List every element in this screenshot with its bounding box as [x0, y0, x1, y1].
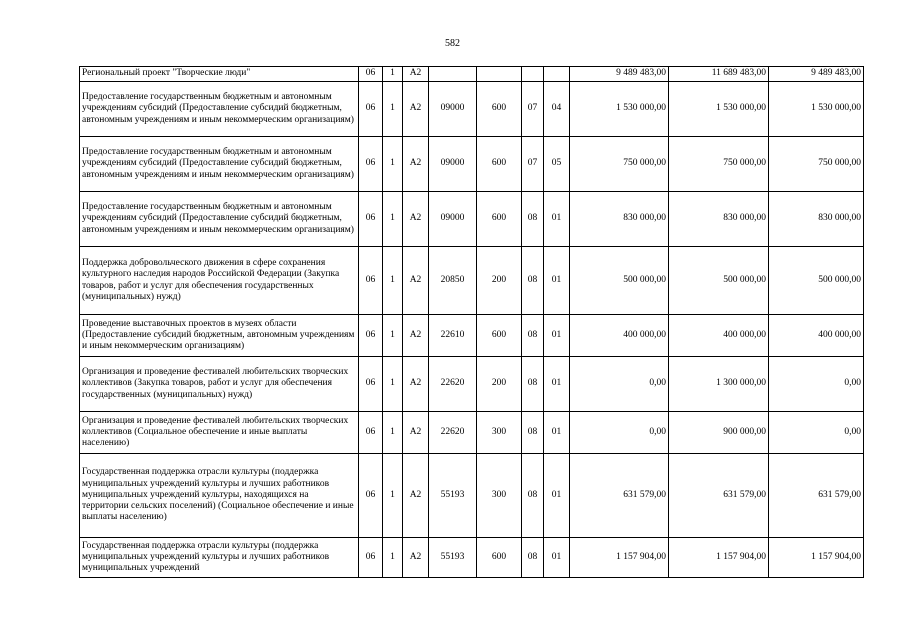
program-code-cell: 06: [359, 538, 383, 578]
table-row: [80, 357, 864, 412]
subsection-code-cell: 01: [544, 538, 570, 578]
page-number: 582: [445, 38, 460, 49]
row-description: Поддержка добровольческого движения в сфере сохранения культурного наследия народов Российской Федерации (Закупка товаров, работ и услуг для обеспечения государственных (муниципальных) нужд): [80, 247, 359, 315]
amount-year3-cell: 0,00: [769, 357, 864, 412]
project-code-cell: A2: [403, 247, 429, 315]
direction-code-cell: 09000: [429, 192, 477, 247]
section-code-cell: 07: [522, 137, 544, 192]
amount-year3-cell: 9 489 483,00: [769, 67, 864, 82]
table-row: [80, 315, 864, 357]
direction-code-cell: 55193: [429, 538, 477, 578]
project-code-cell: A2: [403, 192, 429, 247]
amount-year2-cell: 1 157 904,00: [669, 538, 769, 578]
amount-year2-cell: 750 000,00: [669, 137, 769, 192]
amount-year3-cell: 400 000,00: [769, 315, 864, 357]
program-code-cell: 06: [359, 192, 383, 247]
program-code-cell: 06: [359, 137, 383, 192]
amount-year3-cell: 1 530 000,00: [769, 82, 864, 137]
section-code-cell: 08: [522, 192, 544, 247]
subprogram-code-cell: 1: [383, 67, 403, 82]
direction-code-cell: 22610: [429, 315, 477, 357]
project-code-cell: A2: [403, 412, 429, 454]
amount-year1-cell: 0,00: [570, 357, 669, 412]
expense-type-cell: 600: [477, 315, 522, 357]
expense-type-cell: 600: [477, 538, 522, 578]
project-code-cell: A2: [403, 82, 429, 137]
subsection-code-cell: 01: [544, 192, 570, 247]
project-code-cell: A2: [403, 357, 429, 412]
section-code-cell: 08: [522, 538, 544, 578]
section-code-cell: [522, 67, 544, 82]
amount-year3-cell: 750 000,00: [769, 137, 864, 192]
row-description: Организация и проведение фестивалей любительских творческих коллективов (Социальное обеспечение и иные выплаты населению): [80, 412, 359, 454]
subprogram-code-cell: 1: [383, 412, 403, 454]
expense-type-cell: 200: [477, 357, 522, 412]
table-row: [80, 454, 864, 538]
table-row: [80, 247, 864, 315]
amount-year2-cell: 400 000,00: [669, 315, 769, 357]
subsection-code-cell: 01: [544, 315, 570, 357]
row-description: Предоставление государственным бюджетным и автономным учреждениям субсидий (Предоставление субсидий бюджетным, автономным учреждениям и иным некоммерческим организациям): [80, 192, 359, 247]
amount-year1-cell: 631 579,00: [570, 454, 669, 538]
row-description: Государственная поддержка отрасли культуры (поддержка муниципальных учреждений культуры и лучших работников муниципальных учреждений: [80, 538, 359, 578]
section-code-cell: 08: [522, 454, 544, 538]
table-row: [80, 192, 864, 247]
amount-year1-cell: 1 157 904,00: [570, 538, 669, 578]
budget-table: [79, 66, 864, 578]
subprogram-code-cell: 1: [383, 192, 403, 247]
table-row: [80, 82, 864, 137]
program-code-cell: 06: [359, 357, 383, 412]
amount-year2-cell: 900 000,00: [669, 412, 769, 454]
amount-year3-cell: 0,00: [769, 412, 864, 454]
amount-year1-cell: 9 489 483,00: [570, 67, 669, 82]
amount-year1-cell: 750 000,00: [570, 137, 669, 192]
amount-year1-cell: 400 000,00: [570, 315, 669, 357]
program-code-cell: 06: [359, 247, 383, 315]
subprogram-code-cell: 1: [383, 454, 403, 538]
project-code-cell: A2: [403, 454, 429, 538]
amount-year1-cell: 500 000,00: [570, 247, 669, 315]
program-code-cell: 06: [359, 315, 383, 357]
direction-code-cell: 22620: [429, 412, 477, 454]
amount-year2-cell: 1 530 000,00: [669, 82, 769, 137]
subprogram-code-cell: 1: [383, 538, 403, 578]
table-row: [80, 538, 864, 578]
subprogram-code-cell: 1: [383, 315, 403, 357]
subsection-code-cell: 04: [544, 82, 570, 137]
amount-year1-cell: 830 000,00: [570, 192, 669, 247]
expense-type-cell: 600: [477, 137, 522, 192]
subsection-code-cell: [544, 67, 570, 82]
amount-year3-cell: 631 579,00: [769, 454, 864, 538]
row-description: Региональный проект "Творческие люди": [80, 67, 359, 82]
amount-year1-cell: 1 530 000,00: [570, 82, 669, 137]
amount-year3-cell: 500 000,00: [769, 247, 864, 315]
row-description: Предоставление государственным бюджетным и автономным учреждениям субсидий (Предоставление субсидий бюджетным, автономным учреждениям и иным некоммерческим организациям): [80, 137, 359, 192]
table-row: [80, 67, 864, 82]
row-description: Организация и проведение фестивалей любительских творческих коллективов (Закупка товаров, работ и услуг для обеспечения государственных (муниципальных) нужд): [80, 357, 359, 412]
subsection-code-cell: 01: [544, 412, 570, 454]
expense-type-cell: 300: [477, 412, 522, 454]
expense-type-cell: 600: [477, 192, 522, 247]
amount-year3-cell: 1 157 904,00: [769, 538, 864, 578]
program-code-cell: 06: [359, 82, 383, 137]
expense-type-cell: 600: [477, 82, 522, 137]
expense-type-cell: 200: [477, 247, 522, 315]
subsection-code-cell: 01: [544, 247, 570, 315]
table-row: [80, 137, 864, 192]
amount-year2-cell: 11 689 483,00: [669, 67, 769, 82]
program-code-cell: 06: [359, 67, 383, 82]
direction-code-cell: [429, 67, 477, 82]
amount-year1-cell: 0,00: [570, 412, 669, 454]
amount-year2-cell: 500 000,00: [669, 247, 769, 315]
project-code-cell: A2: [403, 315, 429, 357]
program-code-cell: 06: [359, 454, 383, 538]
subsection-code-cell: 01: [544, 357, 570, 412]
project-code-cell: A2: [403, 67, 429, 82]
direction-code-cell: 22620: [429, 357, 477, 412]
subprogram-code-cell: 1: [383, 247, 403, 315]
section-code-cell: 08: [522, 315, 544, 357]
subprogram-code-cell: 1: [383, 82, 403, 137]
section-code-cell: 08: [522, 247, 544, 315]
expense-type-cell: [477, 67, 522, 82]
direction-code-cell: 09000: [429, 82, 477, 137]
row-description: Предоставление государственным бюджетным и автономным учреждениям субсидий (Предоставление субсидий бюджетным, автономным учреждениям и иным некоммерческим организациям): [80, 82, 359, 137]
amount-year2-cell: 631 579,00: [669, 454, 769, 538]
direction-code-cell: 20850: [429, 247, 477, 315]
amount-year3-cell: 830 000,00: [769, 192, 864, 247]
section-code-cell: 08: [522, 412, 544, 454]
subprogram-code-cell: 1: [383, 137, 403, 192]
direction-code-cell: 09000: [429, 137, 477, 192]
subsection-code-cell: 05: [544, 137, 570, 192]
amount-year2-cell: 1 300 000,00: [669, 357, 769, 412]
project-code-cell: A2: [403, 137, 429, 192]
expense-type-cell: 300: [477, 454, 522, 538]
program-code-cell: 06: [359, 412, 383, 454]
table-row: [80, 412, 864, 454]
project-code-cell: A2: [403, 538, 429, 578]
row-description: Проведение выставочных проектов в музеях области (Предоставление субсидий бюджетным, автономным учреждениям и иным некоммерческим организациям): [80, 315, 359, 357]
section-code-cell: 08: [522, 357, 544, 412]
section-code-cell: 07: [522, 82, 544, 137]
subsection-code-cell: 01: [544, 454, 570, 538]
amount-year2-cell: 830 000,00: [669, 192, 769, 247]
subprogram-code-cell: 1: [383, 357, 403, 412]
direction-code-cell: 55193: [429, 454, 477, 538]
row-description: Государственная поддержка отрасли культуры (поддержка муниципальных учреждений культуры и лучших работников муниципальных учреждений культуры, находящихся на территории сельских поселений) (Социальное обеспечение и иные выплаты населению): [80, 454, 359, 538]
